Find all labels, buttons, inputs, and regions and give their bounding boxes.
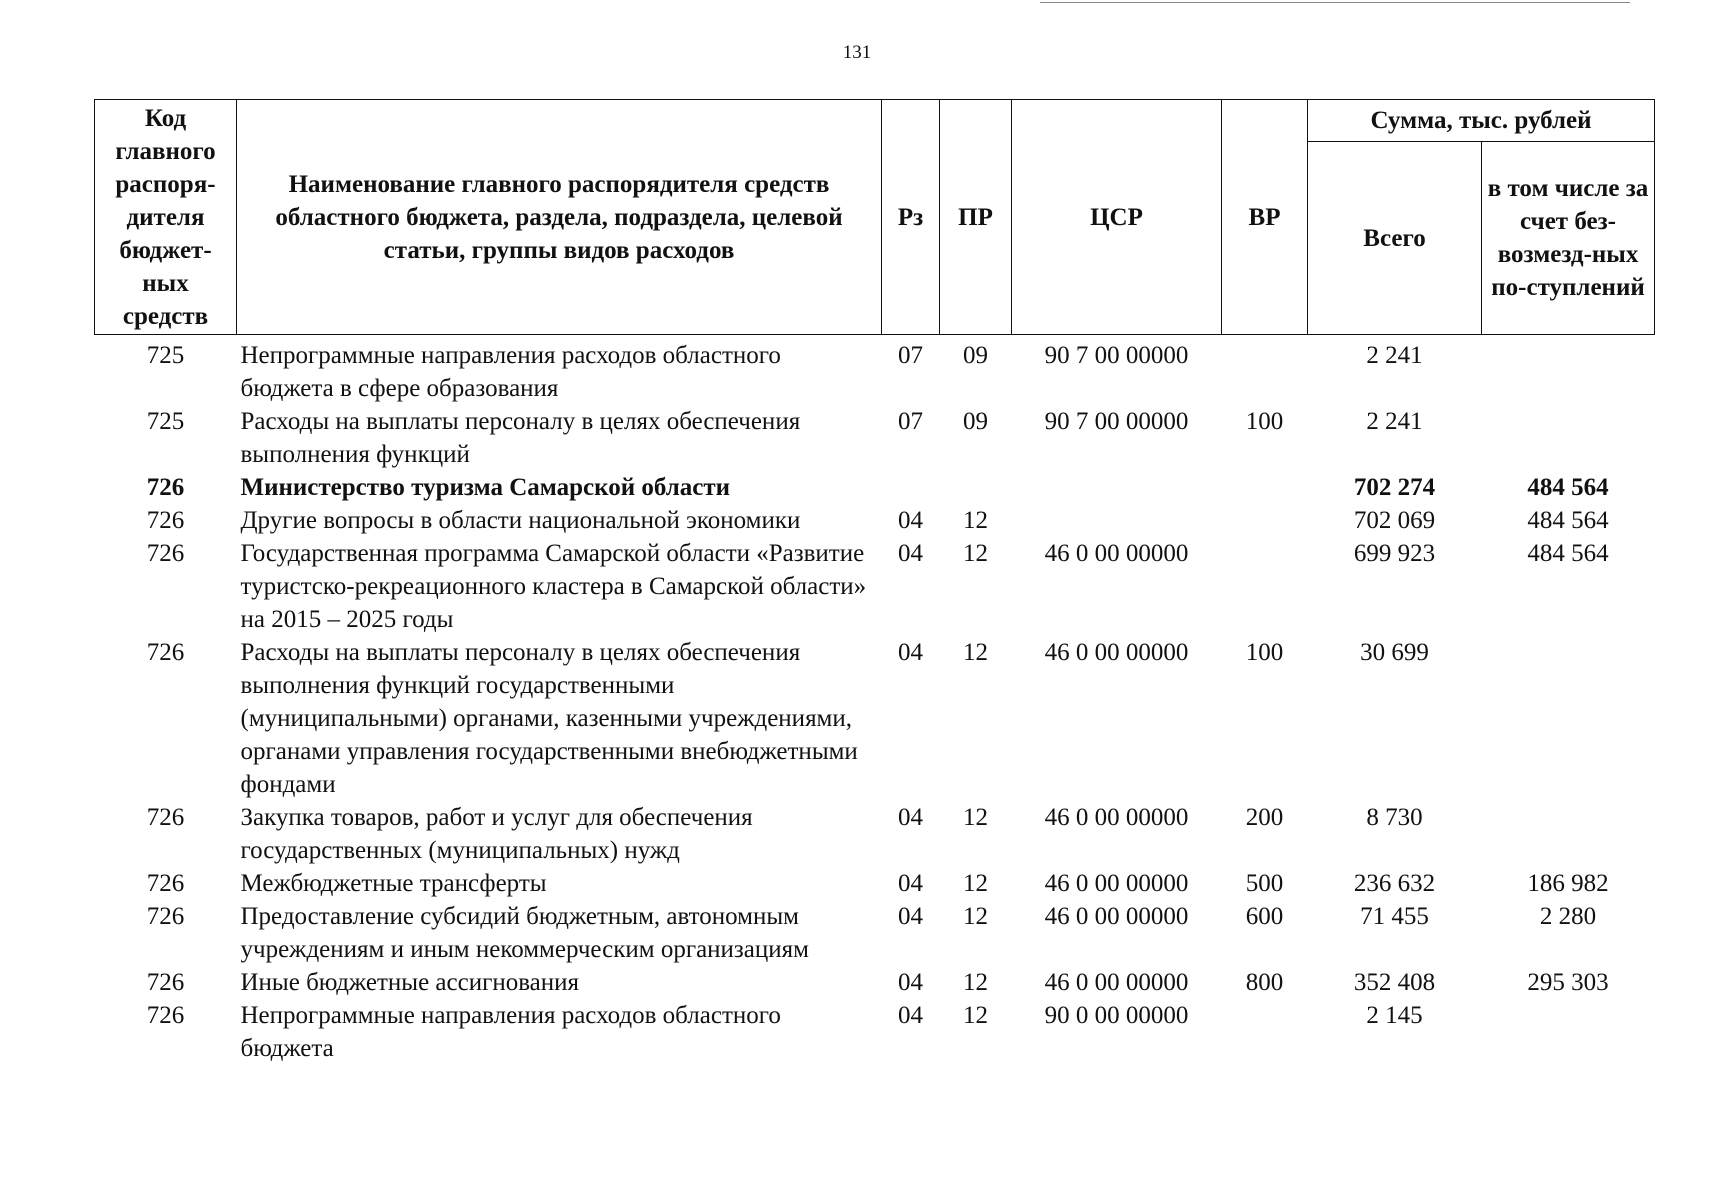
table-row bbox=[95, 537, 1655, 636]
cell-vr: 100 bbox=[1245, 408, 1284, 435]
table-row bbox=[95, 900, 1655, 966]
cell-total: 2 241 bbox=[1366, 342, 1423, 369]
table-row bbox=[95, 504, 1655, 537]
cell-vr bbox=[1222, 999, 1308, 1065]
cell-rz: 04 bbox=[898, 870, 923, 897]
cell-name: Расходы на выплаты персоналу в целях обеспечения выполнения функций bbox=[240, 408, 801, 468]
cell-code: 726 bbox=[146, 969, 185, 996]
cell-code: 726 bbox=[146, 1002, 185, 1029]
cell-rz: 04 bbox=[898, 540, 923, 567]
cell-code: 726 bbox=[146, 804, 185, 831]
cell-csr: 46 0 00 00000 bbox=[1044, 540, 1189, 567]
cell-total: 702 274 bbox=[1353, 474, 1436, 501]
page-number: 131 bbox=[842, 42, 872, 63]
table-row bbox=[95, 471, 1655, 504]
cell-free: 484 564 bbox=[1527, 540, 1609, 567]
cell-rz: 04 bbox=[898, 507, 923, 534]
cell-free: 2 280 bbox=[1539, 903, 1597, 930]
cell-pr: 12 bbox=[963, 540, 988, 567]
cell-rz: 04 bbox=[898, 1002, 923, 1029]
cell-vr bbox=[1222, 335, 1308, 406]
cell-pr: 12 bbox=[963, 903, 988, 930]
cell-total: 71 455 bbox=[1360, 903, 1429, 930]
header-vr: ВР bbox=[1222, 100, 1308, 335]
cell-rz: 04 bbox=[898, 639, 923, 666]
cell-vr: 500 bbox=[1245, 870, 1284, 897]
cell-rz: 04 bbox=[898, 969, 923, 996]
cell-rz bbox=[882, 471, 940, 504]
cell-name: Закупка товаров, работ и услуг для обеспечения государственных (муниципальных) нужд bbox=[240, 804, 753, 864]
table-row bbox=[95, 636, 1655, 801]
cell-code: 726 bbox=[146, 507, 185, 534]
header-total: Всего bbox=[1308, 142, 1482, 335]
table-row bbox=[95, 999, 1655, 1065]
cell-vr: 200 bbox=[1245, 804, 1284, 831]
cell-csr: 46 0 00 00000 bbox=[1044, 969, 1189, 996]
cell-total: 30 699 bbox=[1360, 639, 1429, 666]
cell-total: 8 730 bbox=[1366, 804, 1423, 831]
cell-pr: 09 bbox=[963, 408, 988, 435]
cell-csr: 46 0 00 00000 bbox=[1044, 903, 1189, 930]
cell-vr bbox=[1222, 471, 1308, 504]
cell-free: 295 303 bbox=[1527, 969, 1609, 996]
cell-pr: 12 bbox=[963, 969, 988, 996]
cell-rz: 07 bbox=[898, 342, 923, 369]
cell-rz: 07 bbox=[898, 408, 923, 435]
cell-free bbox=[1482, 405, 1655, 471]
cell-csr: 90 0 00 00000 bbox=[1044, 1002, 1189, 1029]
header-free: в том числе за счет без-возмезд-ных по-ступлений bbox=[1482, 142, 1655, 335]
cell-free bbox=[1482, 636, 1655, 801]
cell-vr bbox=[1222, 537, 1308, 636]
cell-name: Предоставление субсидий бюджетным, автономным учреждениям и иным некоммерческим организациям bbox=[240, 903, 809, 963]
header-code: Код главного распоря-дителя бюджет-ных средств bbox=[95, 100, 237, 335]
cell-name: Государственная программа Самарской области «Развитие туристско-рекреационного кластера в Самарской области» на 2015 – 2025 годы bbox=[240, 540, 867, 633]
table-row bbox=[95, 335, 1655, 406]
cell-name: Иные бюджетные ассигнования bbox=[240, 969, 580, 996]
cell-vr: 600 bbox=[1245, 903, 1284, 930]
cell-csr bbox=[1012, 504, 1222, 537]
header-csr: ЦСР bbox=[1012, 100, 1222, 335]
cell-name: Расходы на выплаты персоналу в целях обеспечения выполнения функций государственными (муниципальными) органами, казенными учреждениями, органами управления государственными внебюджетными фондами bbox=[240, 639, 858, 798]
cell-csr: 90 7 00 00000 bbox=[1044, 342, 1189, 369]
cell-csr: 46 0 00 00000 bbox=[1044, 870, 1189, 897]
cell-total: 699 923 bbox=[1353, 540, 1436, 567]
cell-pr: 09 bbox=[963, 342, 988, 369]
header-sum: Сумма, тыс. рублей bbox=[1308, 100, 1655, 142]
cell-rz: 04 bbox=[898, 804, 923, 831]
table-body bbox=[95, 335, 1655, 1066]
table-row bbox=[95, 405, 1655, 471]
cell-code: 726 bbox=[146, 639, 185, 666]
cell-code: 725 bbox=[146, 408, 185, 435]
cell-total: 352 408 bbox=[1353, 969, 1436, 996]
cell-csr bbox=[1012, 471, 1222, 504]
cell-free bbox=[1482, 801, 1655, 867]
cell-code: 726 bbox=[146, 903, 185, 930]
cell-vr: 100 bbox=[1245, 639, 1284, 666]
cell-csr: 46 0 00 00000 bbox=[1044, 639, 1189, 666]
cell-free bbox=[1482, 999, 1655, 1065]
top-rule bbox=[1040, 2, 1630, 3]
header-rz: Рз bbox=[882, 100, 940, 335]
header-pr: ПР bbox=[940, 100, 1012, 335]
cell-total: 702 069 bbox=[1353, 507, 1436, 534]
cell-name: Другие вопросы в области национальной экономики bbox=[240, 507, 801, 534]
cell-name: Непрограммные направления расходов областного бюджета bbox=[240, 1002, 781, 1062]
cell-free: 484 564 bbox=[1527, 474, 1609, 501]
cell-pr: 12 bbox=[963, 507, 988, 534]
table-row bbox=[95, 801, 1655, 867]
cell-vr: 800 bbox=[1245, 969, 1284, 996]
cell-total: 2 241 bbox=[1366, 408, 1423, 435]
cell-free: 186 982 bbox=[1527, 870, 1609, 897]
cell-pr bbox=[940, 471, 1012, 504]
header-name: Наименование главного распорядителя средств областного бюджета, раздела, подраздела, целевой статьи, группы видов расходов bbox=[237, 100, 882, 335]
cell-name: Непрограммные направления расходов областного бюджета в сфере образования bbox=[240, 342, 781, 402]
table-row bbox=[95, 867, 1655, 900]
cell-rz: 04 bbox=[898, 903, 923, 930]
budget-table bbox=[94, 99, 1655, 1065]
cell-code: 726 bbox=[146, 870, 185, 897]
cell-code: 726 bbox=[146, 474, 185, 501]
cell-csr: 46 0 00 00000 bbox=[1044, 804, 1189, 831]
cell-name: Министерство туризма Самарской области bbox=[240, 474, 731, 501]
cell-pr: 12 bbox=[963, 639, 988, 666]
cell-free bbox=[1482, 335, 1655, 406]
cell-pr: 12 bbox=[963, 804, 988, 831]
cell-csr: 90 7 00 00000 bbox=[1044, 408, 1189, 435]
cell-total: 236 632 bbox=[1353, 870, 1436, 897]
cell-code: 725 bbox=[146, 342, 185, 369]
cell-code: 726 bbox=[146, 540, 185, 567]
cell-pr: 12 bbox=[963, 1002, 988, 1029]
cell-total: 2 145 bbox=[1366, 1002, 1423, 1029]
cell-pr: 12 bbox=[963, 870, 988, 897]
cell-name: Межбюджетные трансферты bbox=[240, 870, 547, 897]
table-row bbox=[95, 966, 1655, 999]
cell-free: 484 564 bbox=[1527, 507, 1609, 534]
cell-vr bbox=[1222, 504, 1308, 537]
